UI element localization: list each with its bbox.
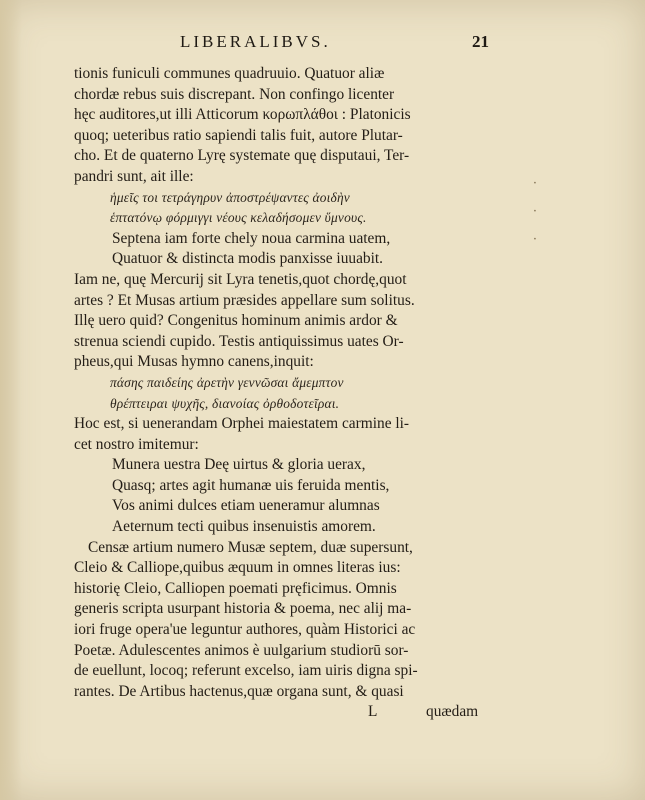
latin-verse-line: Quatuor & distincta modis panxisse iuuabit. xyxy=(112,250,384,268)
text-line: Illę uero quid? Congenitus hominum animis ardor & xyxy=(74,312,398,330)
text-line: Censæ artium numero Musæ septem, duæ supersunt, xyxy=(88,538,413,556)
text-line: Cleio & Calliope,quibus æquum in omnes literas ius: xyxy=(74,559,401,577)
text-line: cet nostro imitemur: xyxy=(74,435,199,453)
text-line: hęc auditores,ut illi Atticorum κορωπλάθοι : Platonicis xyxy=(74,106,411,124)
latin-verse-line: Aeternum tecti quibus insenuistis amorem. xyxy=(112,518,376,536)
margin-mark: · xyxy=(532,204,537,219)
text-line: cho. Et de quaterno Lyrę systemate quę disputaui, Ter- xyxy=(74,147,410,165)
text-line: historię Cleio, Calliopen poemati pręficimus. Omnis xyxy=(74,579,397,597)
latin-verse-line: Septena iam forte chely noua carmina uatem, xyxy=(112,229,391,247)
greek-verse-line: θρέπτειραι ψυχῆς, διανοίας ὀρθοδοτεῖραι. xyxy=(110,395,340,411)
text-line: pheus,qui Musas hymno canens,inquit: xyxy=(74,353,314,371)
greek-verse-line: πάσης παιδείης ἀρετὴν γεννῶσαι ἄμεμπτον xyxy=(110,374,344,390)
margin-mark: · xyxy=(532,176,537,191)
text-line: quoq; ueteribus ratio sapiendi talis fuit, autore Plutar- xyxy=(74,126,403,144)
text-line: generis scripta usurpant historia & poema, nec alij ma- xyxy=(74,600,412,618)
text-line: pandri sunt, ait ille: xyxy=(74,167,194,185)
greek-verse-line: ἑπτατόνῳ φόρμιγγι νέους κελαδήσομεν ὕμνους. xyxy=(110,210,367,226)
text-line: iori fruge opera'ue leguntur authores, quàm Historici ac xyxy=(74,621,416,639)
text-line: artes ? Et Musas artium præsides appellare sum solitus. xyxy=(74,291,415,309)
running-head: LIBERALIBVS. xyxy=(180,32,331,51)
text-line: rantes. De Artibus hactenus,quæ organa sunt, & quasi xyxy=(74,682,404,700)
latin-verse-line: Quasq; artes agit humanæ uis feruida mentis, xyxy=(112,476,390,494)
text-line: strenua sciendi cupido. Testis antiquissimus uates Or- xyxy=(74,332,404,350)
latin-verse-line: Munera uestra Deę uirtus & gloria uerax, xyxy=(112,456,366,474)
text-block xyxy=(74,64,504,723)
text-line: tionis funiculi communes quadruuio. Quatuor aliæ xyxy=(74,65,385,82)
greek-verse-line: ἡμεῖς τοι τετράγηρυν ἀποστρέψαντες ἀοιδὴν xyxy=(110,189,350,205)
margin-mark: · xyxy=(532,232,537,247)
text-line: chordæ rebus suis discrepant. Non confingo licenter xyxy=(74,85,395,103)
folio-number: 21 xyxy=(472,32,489,51)
text-line: Hoc est, si uenerandam Orphei maiestatem carmine li- xyxy=(74,415,410,433)
text-line: Poetæ. Adulescentes animos è uulgarium studiorū sor- xyxy=(74,641,409,659)
catchword: quædam xyxy=(426,703,479,721)
page-header xyxy=(0,32,645,56)
text-line: de euellunt, locoq; referunt excelso, iam uiris digna spi- xyxy=(74,662,418,680)
margin-marks xyxy=(533,170,537,254)
text-line: Iam ne, quę Mercurij sit Lyra tenetis,quot chordę,quot xyxy=(74,270,407,288)
signature-mark: L xyxy=(368,703,378,721)
catchword-line xyxy=(74,702,504,723)
latin-verse-line: Vos animi dulces etiam ueneramur alumnas xyxy=(112,497,380,515)
